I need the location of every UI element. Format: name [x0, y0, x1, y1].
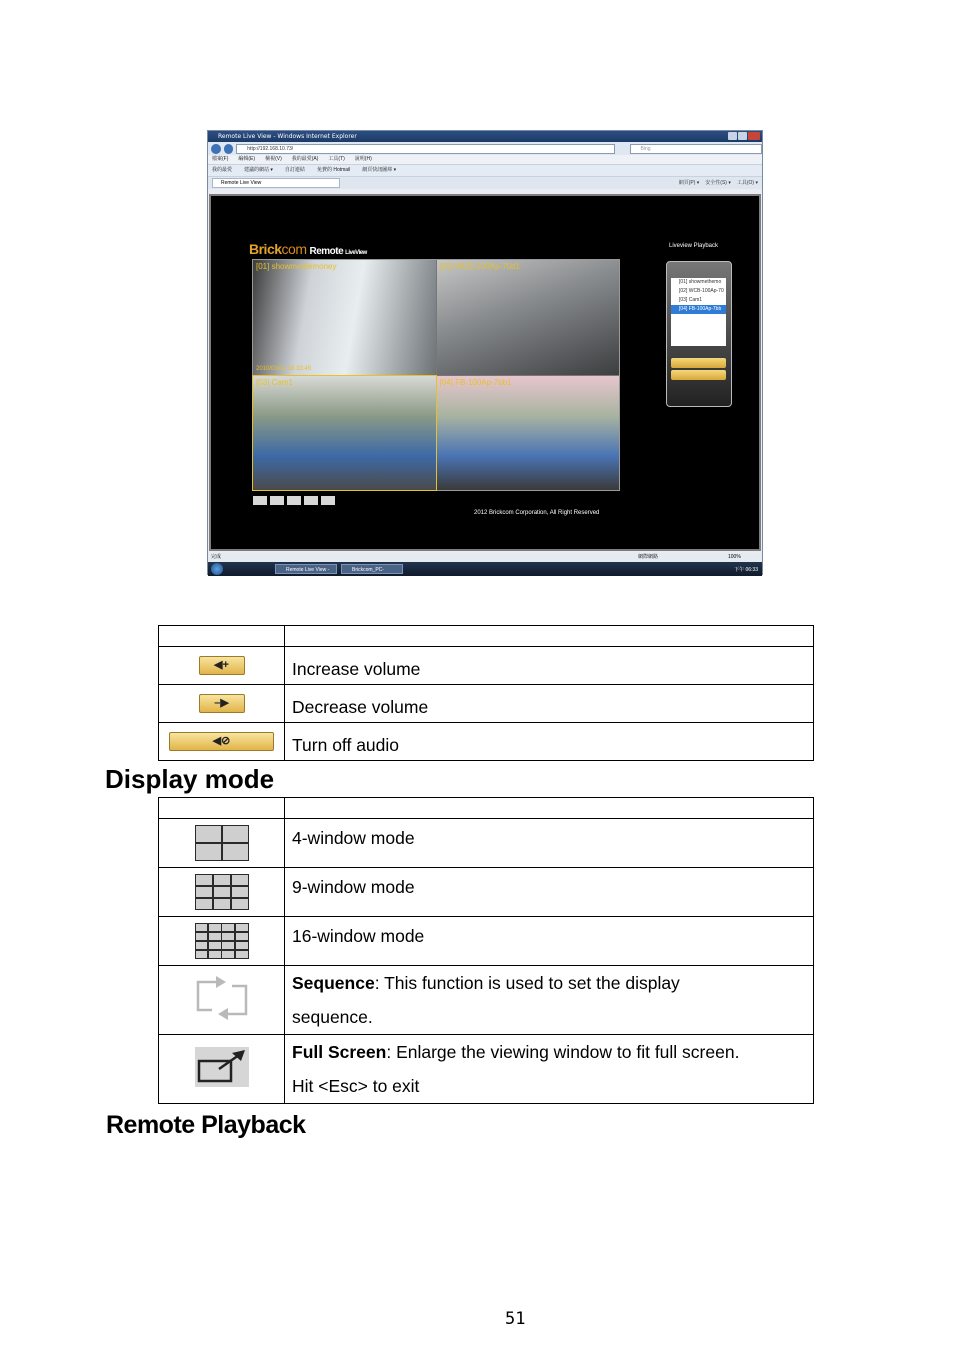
camera-timestamp: 2010/03/01 18:33:45 — [256, 365, 312, 372]
taskbar-item: Brickcom_PC-BVIS_Sl... — [341, 564, 403, 574]
term-full-screen: Full Screen — [292, 1042, 387, 1062]
remote-playback-heading: Remote Playback — [106, 1111, 306, 1139]
grid-16-icon — [195, 923, 249, 959]
grid-4-icon — [253, 496, 267, 505]
mute-button — [671, 370, 726, 380]
table-row — [159, 1035, 814, 1104]
command-page: 網頁(P) ▾ — [678, 180, 700, 186]
volume-up-icon: ◀+ — [199, 656, 245, 675]
camera-list — [671, 278, 726, 346]
menu-file: 檔案(F) — [212, 156, 229, 162]
page-number: 51 — [505, 1309, 526, 1329]
grid-9-icon — [195, 874, 249, 910]
menu-help: 說明(H) — [354, 156, 372, 162]
camera-grid — [252, 259, 620, 491]
sequence-icon — [304, 496, 318, 505]
window-title: Remote Live View - Windows Internet Explorer — [218, 133, 357, 140]
close-icon — [748, 132, 760, 140]
table-header-row — [159, 798, 814, 819]
grid-9-icon — [270, 496, 284, 505]
camera-panel — [666, 261, 732, 407]
menu-tools: 工具(T) — [328, 156, 345, 162]
command-tools: 工具(O) ▾ — [736, 180, 758, 186]
camera-list-item: [03] Cam1 — [679, 297, 703, 303]
table-row — [159, 723, 814, 761]
liveview-viewer — [209, 194, 761, 551]
maximize-icon — [738, 132, 747, 140]
row-description: 16-window mode — [285, 917, 814, 966]
brickcom-logo: Brickcom Remote LiveView — [249, 241, 367, 257]
display-mode-buttons — [253, 496, 335, 505]
table-row — [159, 966, 814, 1035]
term-sequence: Sequence — [292, 973, 375, 993]
camera-list-item: [01] showmethemo — [679, 279, 722, 285]
favorites-item: 自訂連結 — [284, 167, 305, 173]
fullscreen-icon — [321, 496, 335, 505]
grid-16-icon — [287, 496, 301, 505]
sequence-icon — [192, 974, 252, 1022]
row-description: : Enlarge the viewing window to fit full screen. — [386, 1042, 740, 1062]
taskbar-item: Remote Live View - Wi — [275, 564, 337, 574]
camera-view — [437, 376, 620, 491]
mute-icon: ◀⊘ — [169, 732, 274, 751]
favorites-item: 網頁快訊圖庫 ▾ — [362, 167, 397, 173]
camera-view — [437, 260, 620, 375]
menu-view: 檢視(V) — [265, 156, 282, 162]
row-description: : This function is used to set the display — [374, 973, 680, 993]
table-row — [159, 647, 814, 685]
volume-buttons — [671, 358, 726, 368]
address-bar-row — [208, 142, 762, 155]
row-description: Increase volume — [285, 647, 814, 685]
browser-tab: Remote Live View — [212, 178, 340, 188]
audio-table — [158, 625, 814, 761]
table-row — [159, 868, 814, 917]
row-description-cont: Hit <Esc> to exit — [292, 1076, 420, 1096]
window-titlebar — [208, 131, 762, 142]
minimize-icon — [728, 132, 737, 140]
grid-4-icon — [195, 825, 249, 861]
table-row — [159, 917, 814, 966]
camera-view — [253, 260, 436, 375]
copyright: 2012 Brickcom Corporation, All Right Reserved — [474, 510, 600, 516]
camera-label: [03] Cam1 — [256, 377, 293, 387]
menu-edit: 編輯(E) — [238, 156, 256, 162]
row-description: Decrease volume — [285, 685, 814, 723]
display-mode-heading: Display mode — [105, 764, 275, 794]
camera-list-item: [04] FB-100Ap-7bb — [671, 305, 726, 314]
row-description: 9-window mode — [285, 868, 814, 917]
menu-bar — [208, 155, 762, 164]
command-bar — [679, 177, 758, 189]
browser-screenshot — [207, 130, 763, 583]
taskbar — [208, 562, 762, 583]
row-description: Turn off audio — [285, 723, 814, 761]
table-header-row — [159, 626, 814, 647]
camera-view — [253, 376, 436, 491]
favorites-item: 我的最愛 — [212, 167, 233, 173]
camera-list-item: [02] WCB-100Ap-70 — [679, 288, 724, 294]
forward-icon — [224, 144, 234, 154]
camera-label: [04] FB-100Ap-7bb1 — [439, 377, 512, 387]
status-bar: 完成 網際網路 100% — [208, 553, 762, 562]
row-description-cont: sequence. — [292, 1007, 373, 1027]
table-row — [159, 685, 814, 723]
display-mode-table — [158, 797, 814, 1104]
window-controls — [728, 132, 760, 140]
favorites-item: 免費的 Hotmail — [316, 167, 351, 173]
search-box: Bing — [630, 144, 762, 154]
back-icon — [211, 144, 221, 154]
row-description: 4-window mode — [285, 819, 814, 868]
table-row — [159, 819, 814, 868]
address-bar: http://192.168.10.73/ — [236, 144, 614, 154]
menu-favorites: 我的最愛(A) — [291, 156, 319, 162]
start-icon — [211, 563, 223, 575]
camera-label: [02] WCB-100Ap-70d1 — [439, 262, 520, 271]
favorites-item: 建議的網站 ▾ — [244, 167, 273, 173]
volume-down-icon: –▶ — [199, 694, 245, 713]
command-safety: 安全性(S) ▾ — [705, 180, 731, 186]
favorites-bar — [208, 164, 762, 176]
liveview-playback-tabs: Liveview Playback — [669, 243, 719, 249]
tab-bar — [208, 176, 762, 189]
clock: 下午 06:33 — [734, 566, 758, 573]
camera-label: [01] showmethemoney — [256, 262, 337, 271]
fullscreen-icon — [195, 1047, 249, 1087]
